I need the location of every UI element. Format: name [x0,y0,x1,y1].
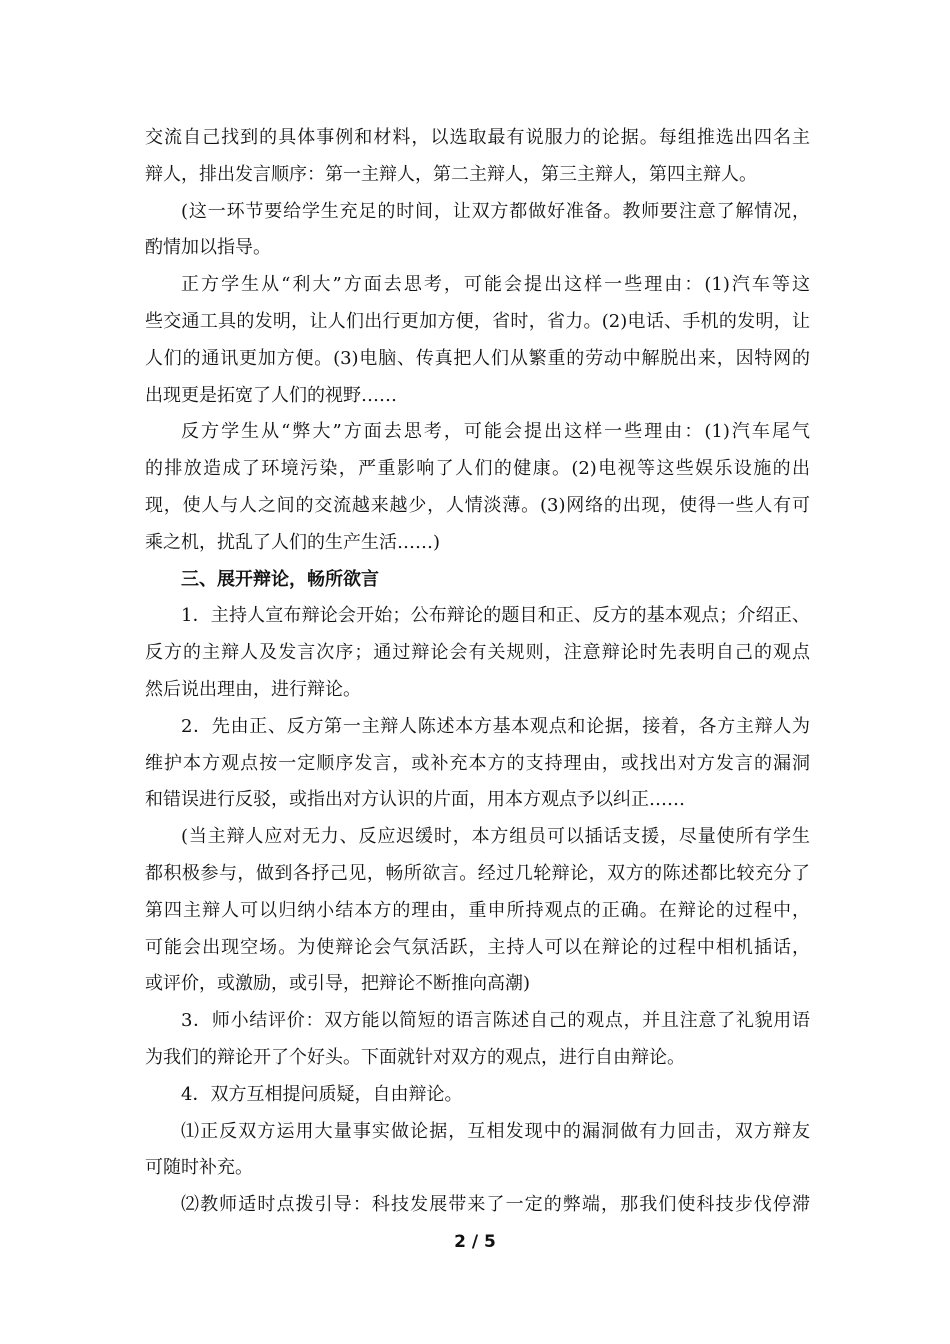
document-body [145,120,810,1224]
page-number: 2 / 5 [454,1232,496,1252]
text-line: 第四主辩人可以归纳小结本方的理由，重申所持观点的正确。在辩论的过程中， [145,899,810,921]
text-line: 酌情加以指导。 [145,237,271,259]
text-line: 的排放造成了环境污染，严重影响了人们的健康。(2)电视等这些娱乐设施的出 [145,458,810,480]
text-line: 然后说出理由，进行辩论。 [145,678,361,700]
text-line: 正方学生从“利大”方面去思考，可能会提出这样一些理由：(1)汽车等这 [181,274,810,296]
text-line: (当主辩人应对无力、反应迟缓时，本方组员可以插话支援，尽量使所有学生 [181,826,810,848]
text-line: 反方学生从“弊大”方面去思考，可能会提出这样一些理由：(1)汽车尾气 [181,421,810,443]
text-line: 些交通工具的发明，让人们出行更加方便，省时，省力。(2)电话、手机的发明，让 [145,310,810,332]
text-line: 为我们的辩论开了个好头。下面就针对双方的观点，进行自由辩论。 [145,1046,685,1068]
text-line: 乘之机，扰乱了人们的生产生活……) [145,531,441,553]
text-line: 3．师小结评价：双方能以简短的语言陈述自己的观点，并且注意了礼貌用语 [181,1010,810,1032]
text-line: 辩人，排出发言顺序：第一主辩人，第二主辩人，第三主辩人，第四主辩人。 [145,163,757,185]
section-heading: 三、展开辩论，畅所欲言 [181,568,379,590]
text-line: (这一环节要给学生充足的时间，让双方都做好准备。教师要注意了解情况， [181,200,810,222]
text-line: 维护本方观点按一定顺序发言，或补充本方的支持理由，或找出对方发言的漏洞 [145,752,810,774]
text-line: ⑵教师适时点拨引导：科技发展带来了一定的弊端，那我们使科技步伐停滞 [181,1194,810,1216]
text-line: 或评价，或激励，或引导，把辩论不断推向高潮) [145,973,531,995]
text-line: 2．先由正、反方第一主辩人陈述本方基本观点和论据，接着，各方主辩人为 [181,715,810,737]
text-line: 可随时补充。 [145,1157,253,1179]
text-line: 1．主持人宣布辩论会开始；公布辩论的题目和正、反方的基本观点；介绍正、 [181,605,810,627]
text-line: 4．双方互相提问质疑，自由辩论。 [181,1083,463,1105]
text-line: 反方的主辩人及发言次序；通过辩论会有关规则，注意辩论时先表明自己的观点 [145,642,810,664]
text-line: 出现更是拓宽了人们的视野…… [145,384,397,406]
text-line: 人们的通讯更加方便。(3)电脑、传真把人们从繁重的劳动中解脱出来，因特网的 [145,347,810,369]
text-line: 交流自己找到的具体事例和材料，以选取最有说服力的论据。每组推选出四名主 [145,127,810,148]
text-line: 都积极参与，做到各抒己见，畅所欲言。经过几轮辩论，双方的陈述都比较充分了 [145,862,810,884]
text-line: 和错误进行反驳，或指出对方认识的片面，用本方观点予以纠正…… [145,789,685,811]
text-line: ⑴正反双方运用大量事实做论据，互相发现中的漏洞做有力回击，双方辩友 [181,1120,810,1142]
text-line: 可能会出现空场。为使辩论会气氛活跃，主持人可以在辩论的过程中相机插话， [145,936,810,958]
text-line: 现，使人与人之间的交流越来越少，人情淡薄。(3)网络的出现，使得一些人有可 [145,494,810,516]
